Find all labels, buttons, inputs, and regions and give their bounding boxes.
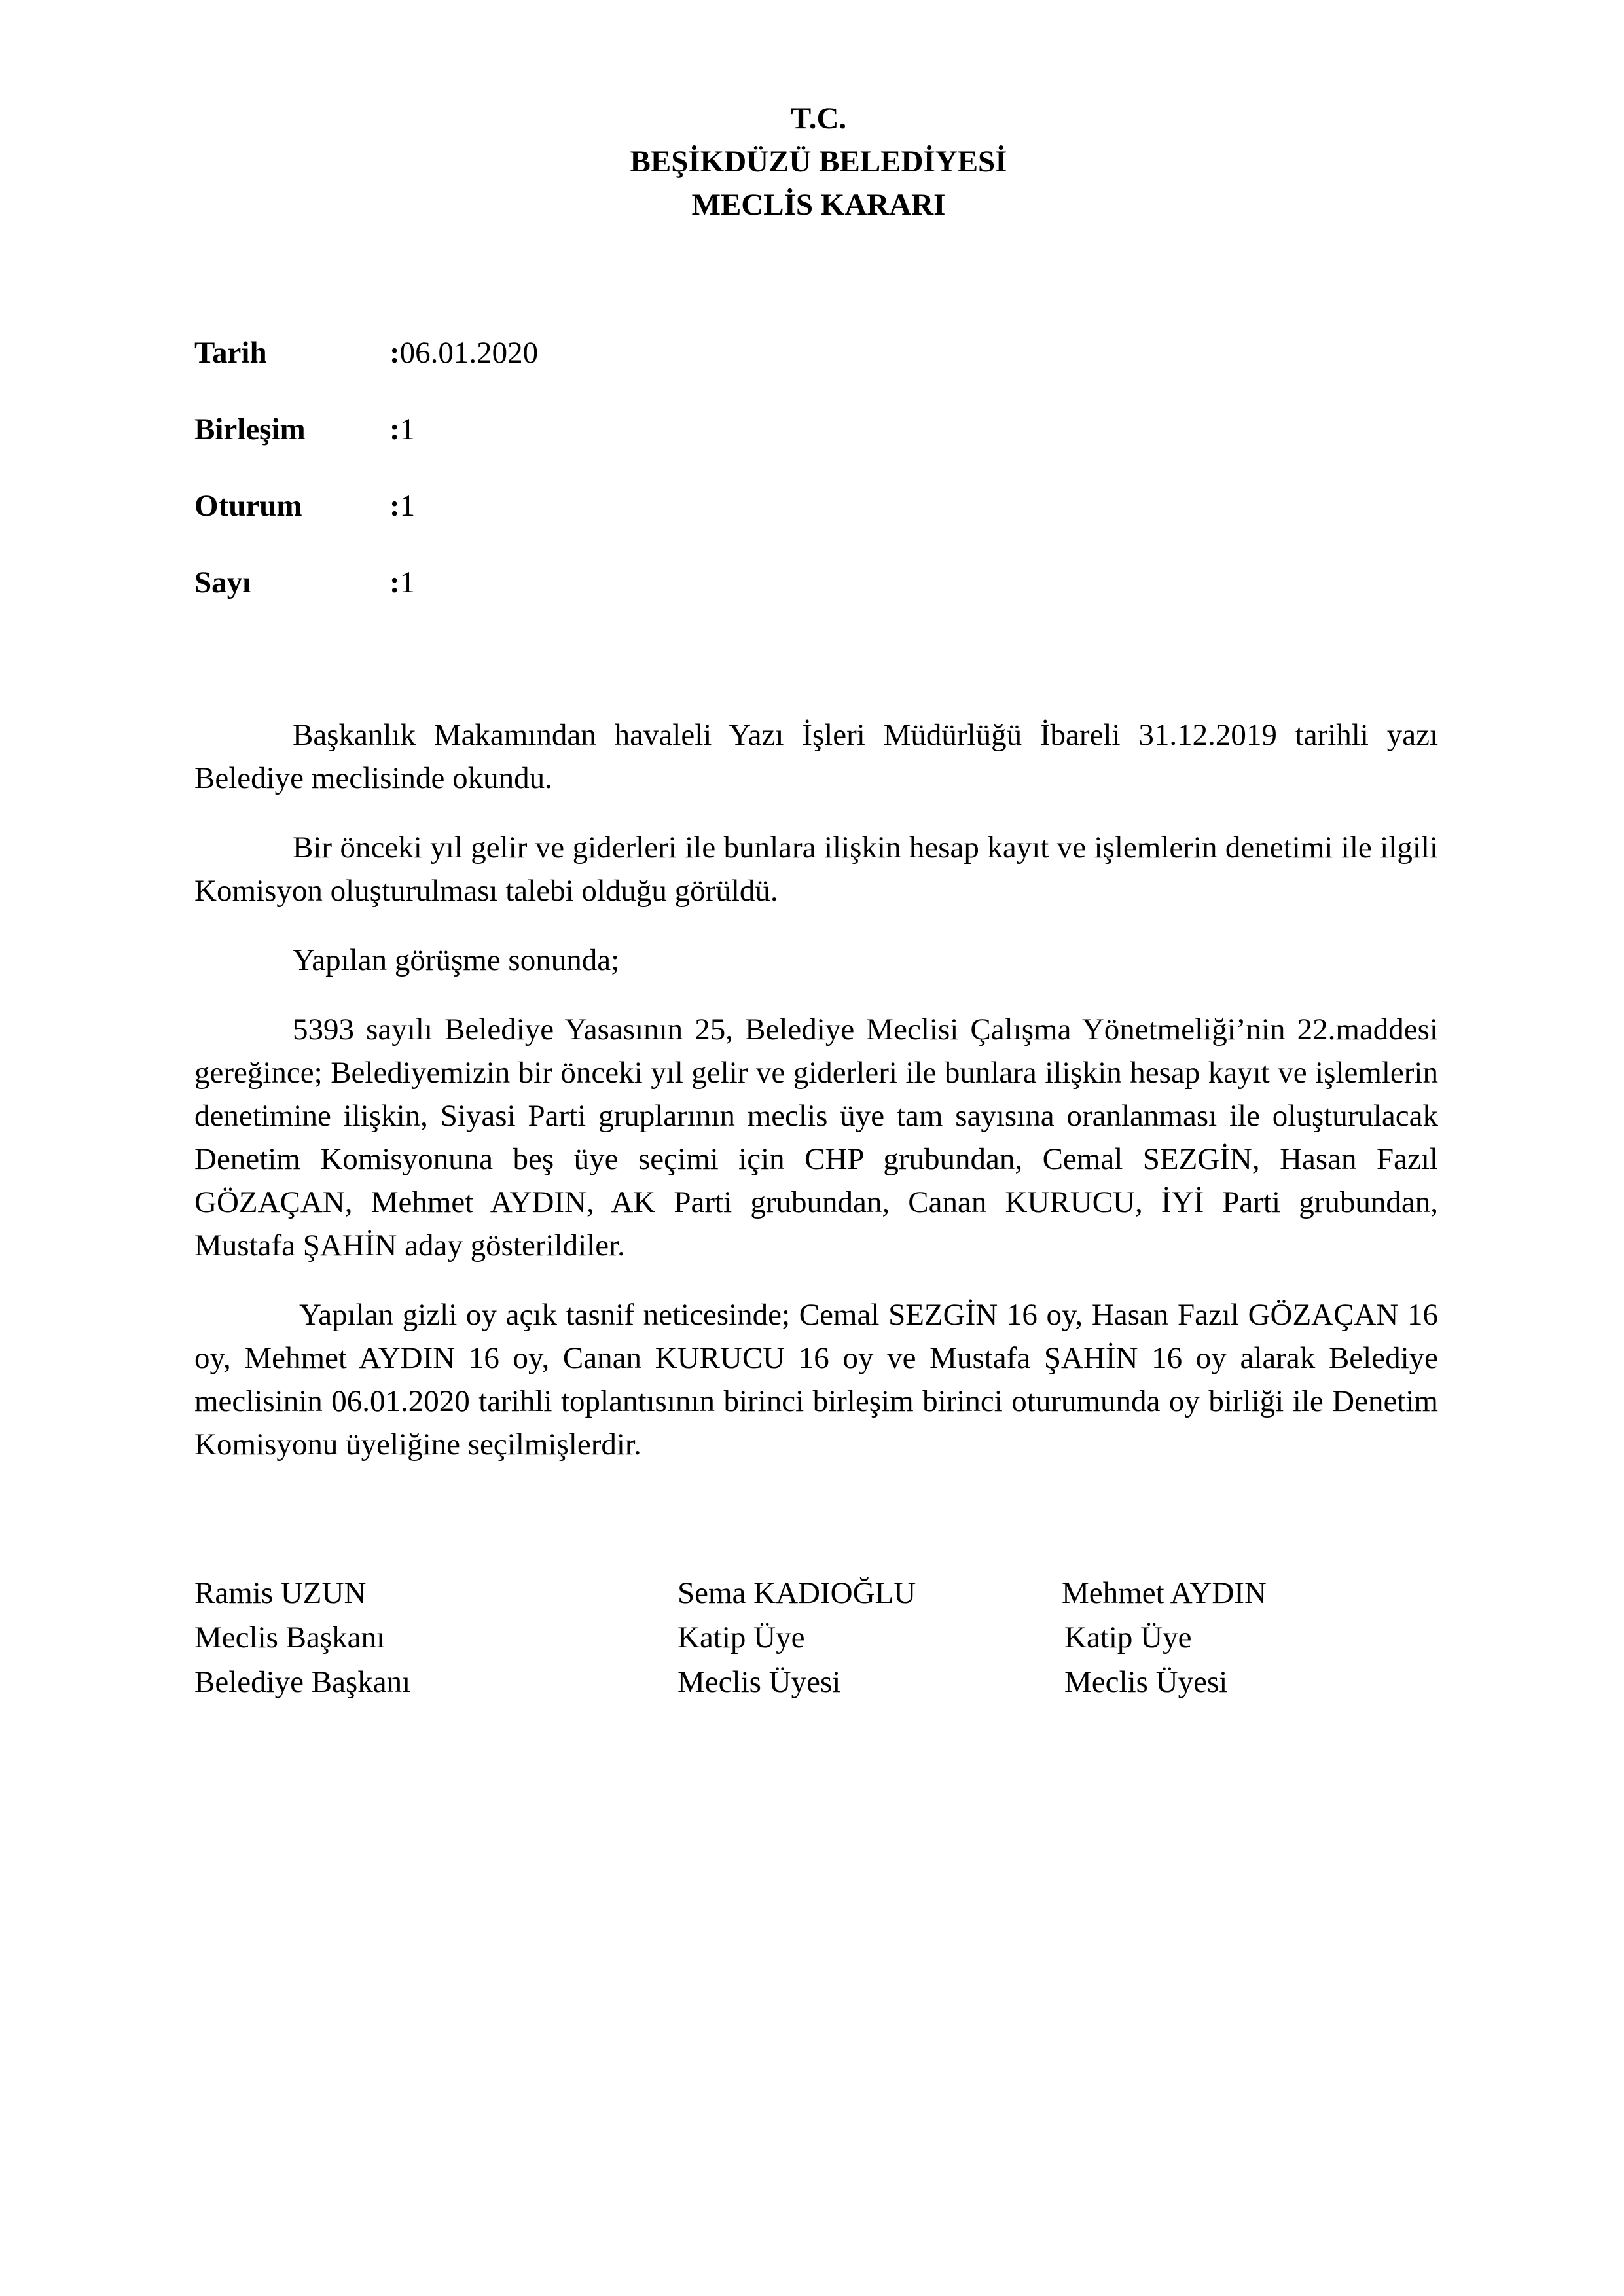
signatory-title: Meclis Üyesi <box>677 1665 841 1699</box>
meta-value: 1 <box>399 565 416 600</box>
signature-clerk-1 <box>677 1571 916 1704</box>
signatory-name: Ramis UZUN <box>194 1576 367 1610</box>
signatory-name: Sema KADIOĞLU <box>677 1576 916 1610</box>
body-paragraph: Bir önceki yıl gelir ve giderleri ile bunlara ilişkin hesap kayıt ve işlemlerin denetimi ile ilgili Komisyon oluşturulması talebi olduğu görüldü. <box>194 831 1438 908</box>
meta-row-number <box>194 565 538 641</box>
signatory-name: Mehmet AYDIN <box>1062 1576 1267 1610</box>
meta-label: Tarih <box>194 336 267 370</box>
meta-colon: : <box>389 565 400 600</box>
signature-clerk-2 <box>1062 1571 1267 1704</box>
meta-row-session <box>194 412 538 488</box>
body-paragraph: Başkanlık Makamından havaleli Yazı İşleri Müdürlüğü İbareli 31.12.2019 tarihli yazı Belediye meclisinde okundu. <box>194 718 1438 795</box>
signatory-role: Katip Üye <box>677 1621 805 1655</box>
meta-value: 1 <box>399 489 416 523</box>
meta-value: 06.01.2020 <box>399 336 539 370</box>
meta-label: Birleşim <box>194 412 306 446</box>
signatory-title: Belediye Başkanı <box>194 1665 411 1699</box>
signatory-title: Meclis Üyesi <box>1064 1665 1228 1699</box>
meta-row-sitting <box>194 488 538 565</box>
header-municipality: BEŞİKDÜZÜ BELEDİYESİ <box>630 145 1007 179</box>
meta-colon: : <box>389 489 400 523</box>
decision-metadata <box>194 335 538 641</box>
header-country: T.C. <box>790 101 847 135</box>
body-paragraph: Yapılan görüşme sonunda; <box>293 943 620 977</box>
meta-colon: : <box>389 336 400 370</box>
meta-row-date <box>194 335 538 412</box>
body-paragraph: Yapılan gizli oy açık tasnif neticesinde; Cemal SEZGİN 16 oy, Hasan Fazıl GÖZAÇAN 16 oy, Mehmet AYDIN 16 oy, Canan KURUCU 16 oy ve Mustafa ŞAHİN 16 oy alarak Belediye meclisinin 06.01.2020 tarihli toplantısının birinci birleşim birinci oturumunda oy birliği ile Denetim Komisyonu üyeliğine seçilmişlerdir. <box>194 1298 1438 1462</box>
document-header <box>0 97 1624 226</box>
body-paragraph: 5393 sayılı Belediye Yasasının 25, Belediye Meclisi Çalışma Yönetmeliği’nin 22.maddesi gereğince; Belediyemizin bir önceki yıl gelir ve giderleri ile bunlara ilişkin hesap kayıt ve işlemlerin denetimine ilişkin, Siyasi Parti gruplarının meclis üye tam sayısına oranlanması ile oluşturulacak Denetim Komisyonuna beş üye seçimi için CHP grubundan, Cemal SEZGİN, Hasan Fazıl GÖZAÇAN, Mehmet AYDIN, AK Parti grubundan, Canan KURUCU, İYİ Parti grubundan, Mustafa ŞAHİN aday gösterildiler. <box>194 1013 1438 1263</box>
signatory-role: Meclis Başkanı <box>194 1621 386 1655</box>
meta-colon: : <box>389 412 400 446</box>
meta-value: 1 <box>399 412 416 446</box>
signatory-role: Katip Üye <box>1064 1621 1192 1655</box>
signature-chairman <box>194 1571 410 1704</box>
header-document-type: MECLİS KARARI <box>691 188 946 222</box>
meta-label: Oturum <box>194 489 302 523</box>
decision-body <box>194 713 1438 1492</box>
meta-label: Sayı <box>194 565 251 600</box>
